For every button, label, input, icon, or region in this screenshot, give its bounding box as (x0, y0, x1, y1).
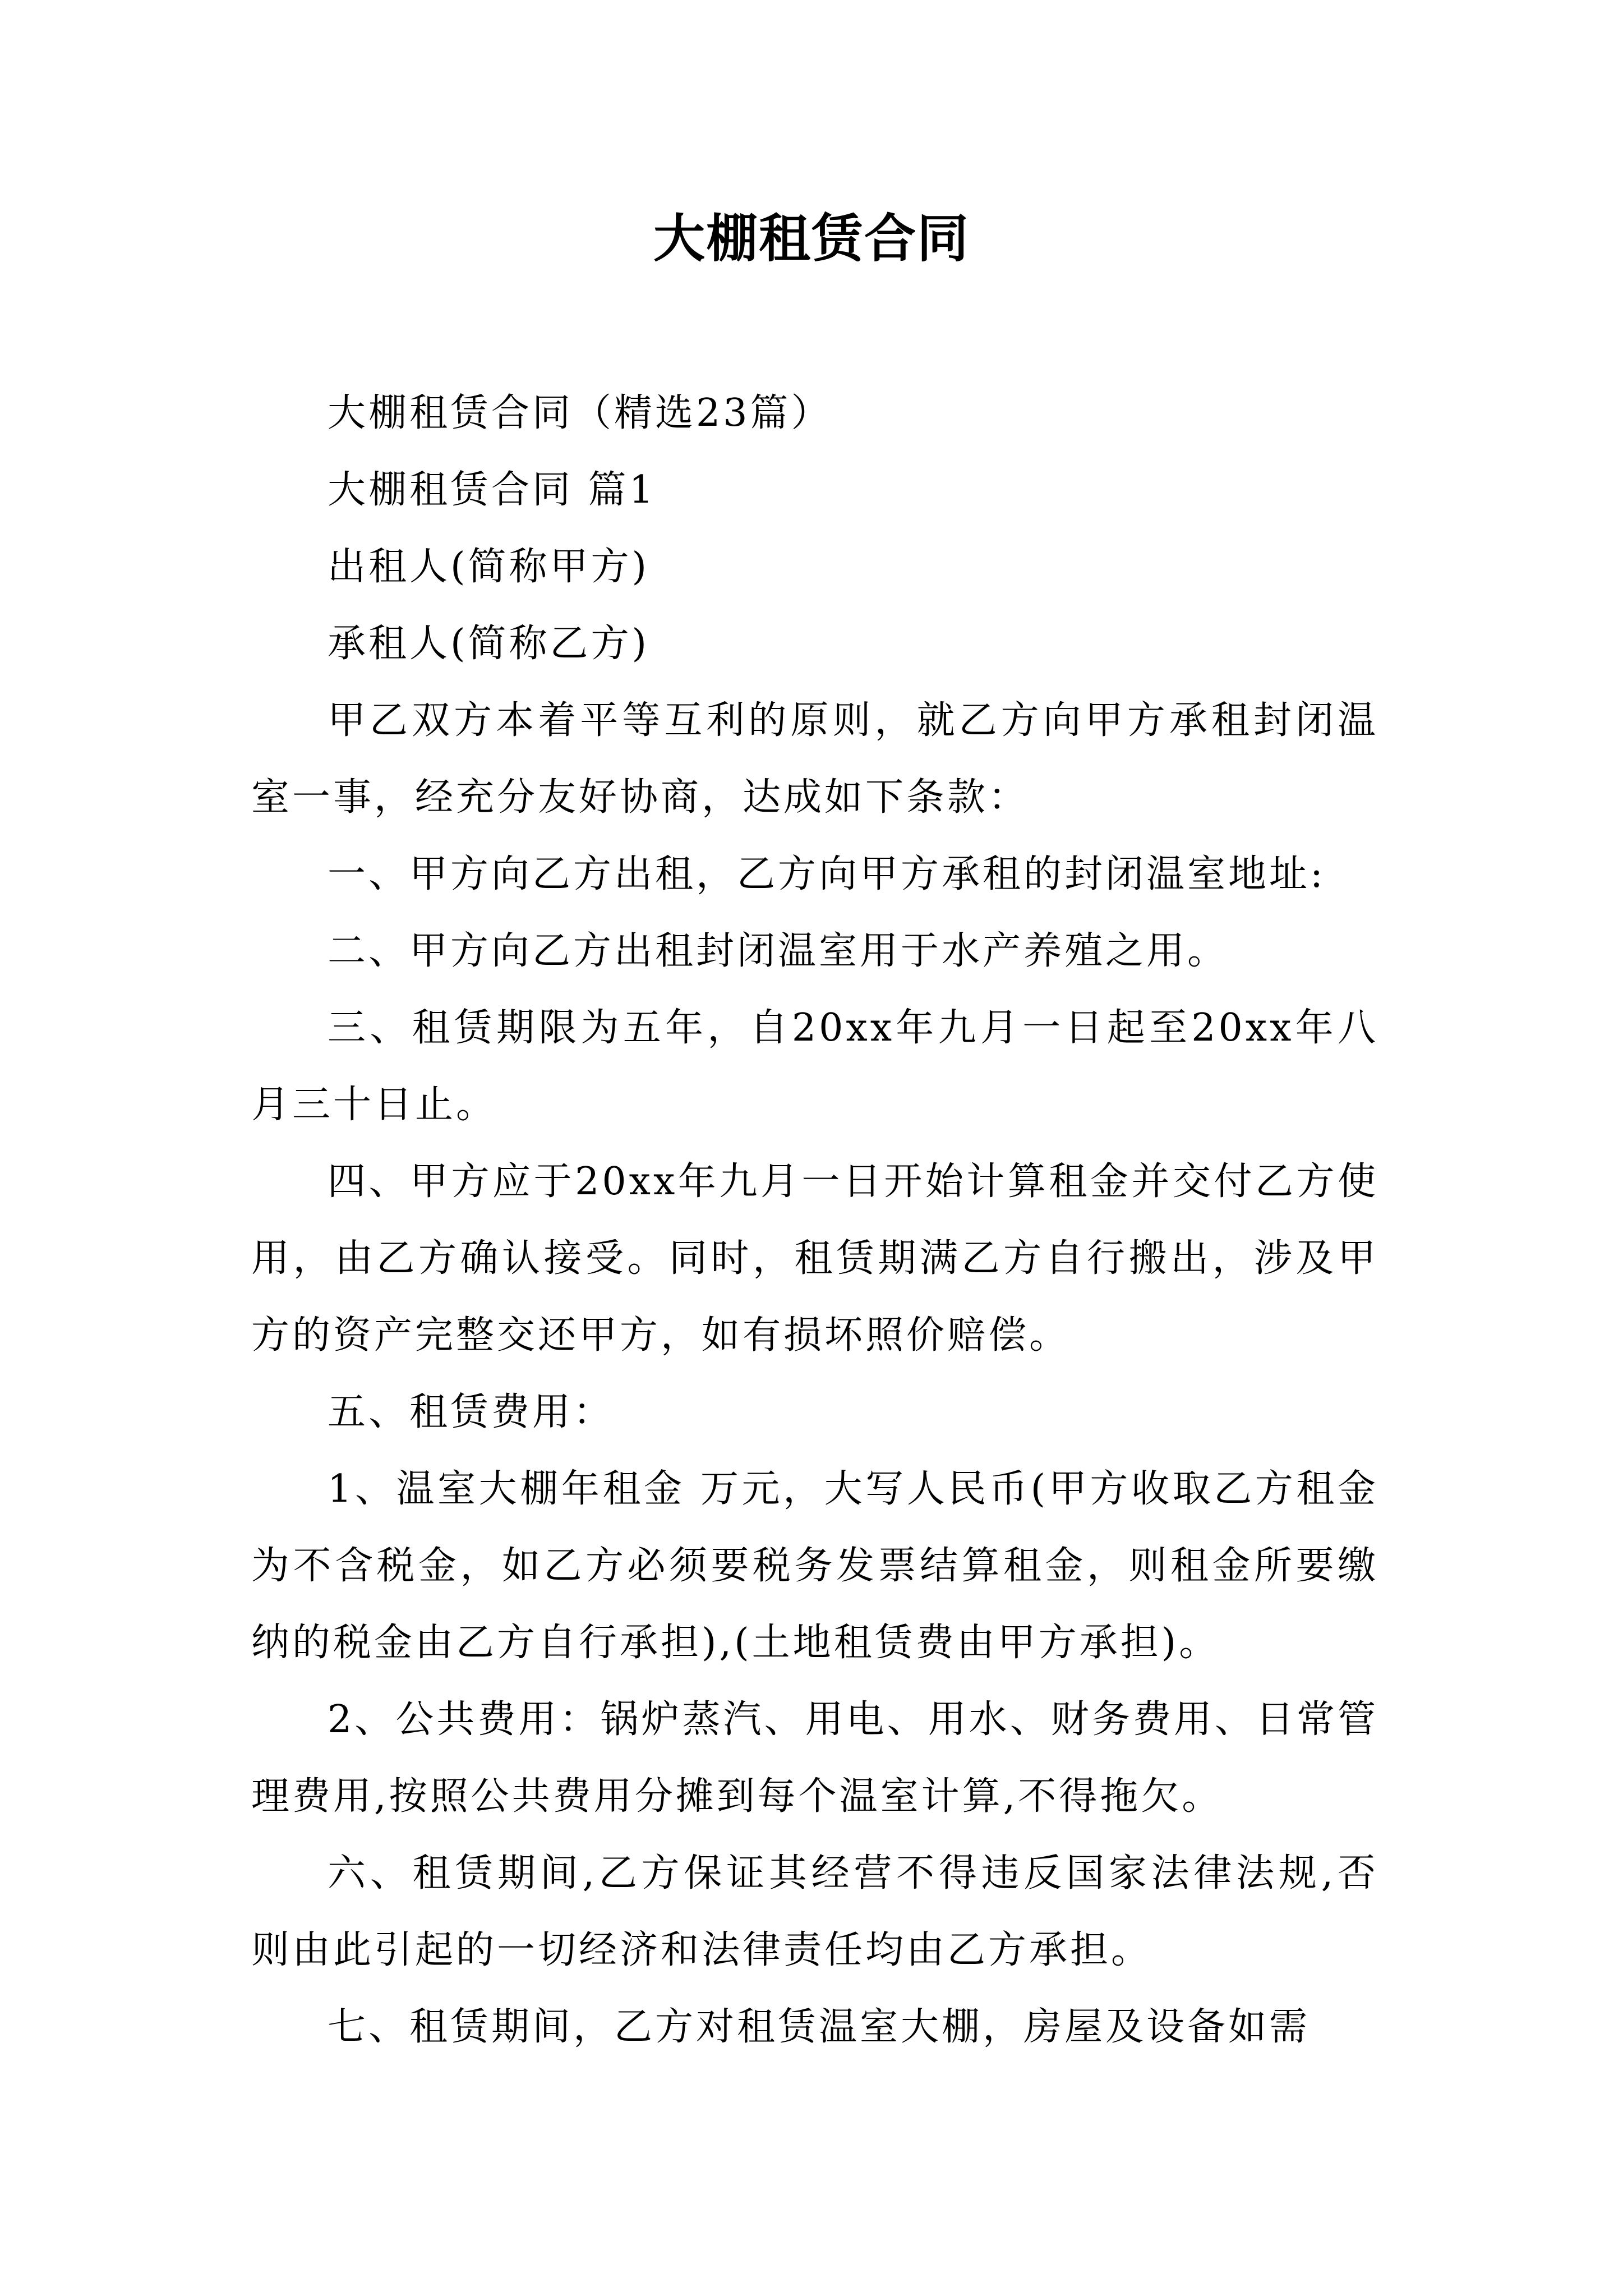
paragraph-clause-1: 一、甲方向乙方出租，乙方向甲方承租的封闭温室地址: (328, 852, 1326, 896)
document-body (251, 375, 1378, 2065)
paragraph-subtitle: 大棚租赁合同（精选23篇） (328, 391, 832, 435)
paragraph-section-heading: 大棚租赁合同 篇1 (328, 468, 656, 512)
paragraph-clause-5: 五、租赁费用： (328, 1390, 615, 1434)
paragraph-clause-5-1: 1、温室大棚年租金 万元，大写人民币(甲方收取乙方租金为不含税金，如乙方必须要税务发票结算租金，则租金所要缴纳的税金由乙方自行承担),(土地租赁费由甲方承担)。 (251, 1467, 1378, 1665)
paragraph-clause-6: 六、租赁期间,乙方保证其经营不得违反国家法律法规,否则由此引起的一切经济和法律责任均由乙方承担。 (251, 1851, 1378, 1972)
paragraph-clause-7: 七、租赁期间，乙方对租赁温室大棚，房屋及设备如需 (328, 2005, 1311, 2049)
paragraph-clause-4: 四、甲方应于20xx年九月一日开始计算租金并交付乙方使用，由乙方确认接受。同时，租赁期满乙方自行搬出，涉及甲方的资产完整交还甲方，如有损坏照价赔偿。 (251, 1159, 1378, 1358)
paragraph-lessor: 出租人(简称甲方) (328, 545, 650, 589)
paragraph-preamble: 甲乙双方本着平等互利的原则，就乙方向甲方承租封闭温室一事，经充分友好协商，达成如下条款： (251, 698, 1378, 820)
paragraph-clause-3: 三、租赁期限为五年，自20xx年九月一日起至20xx年八月三十日止。 (251, 1006, 1378, 1127)
document-title: 大棚租赁合同 (653, 208, 970, 269)
paragraph-clause-2: 二、甲方向乙方出租封闭温室用于水产养殖之用。 (328, 929, 1229, 973)
paragraph-clause-5-2: 2、公共费用：锅炉蒸汽、用电、用水、财务费用、日常管理费用,按照公共费用分摊到每个温室计算,不得拖欠。 (251, 1697, 1378, 1819)
paragraph-lessee: 承租人(简称乙方) (328, 622, 650, 666)
